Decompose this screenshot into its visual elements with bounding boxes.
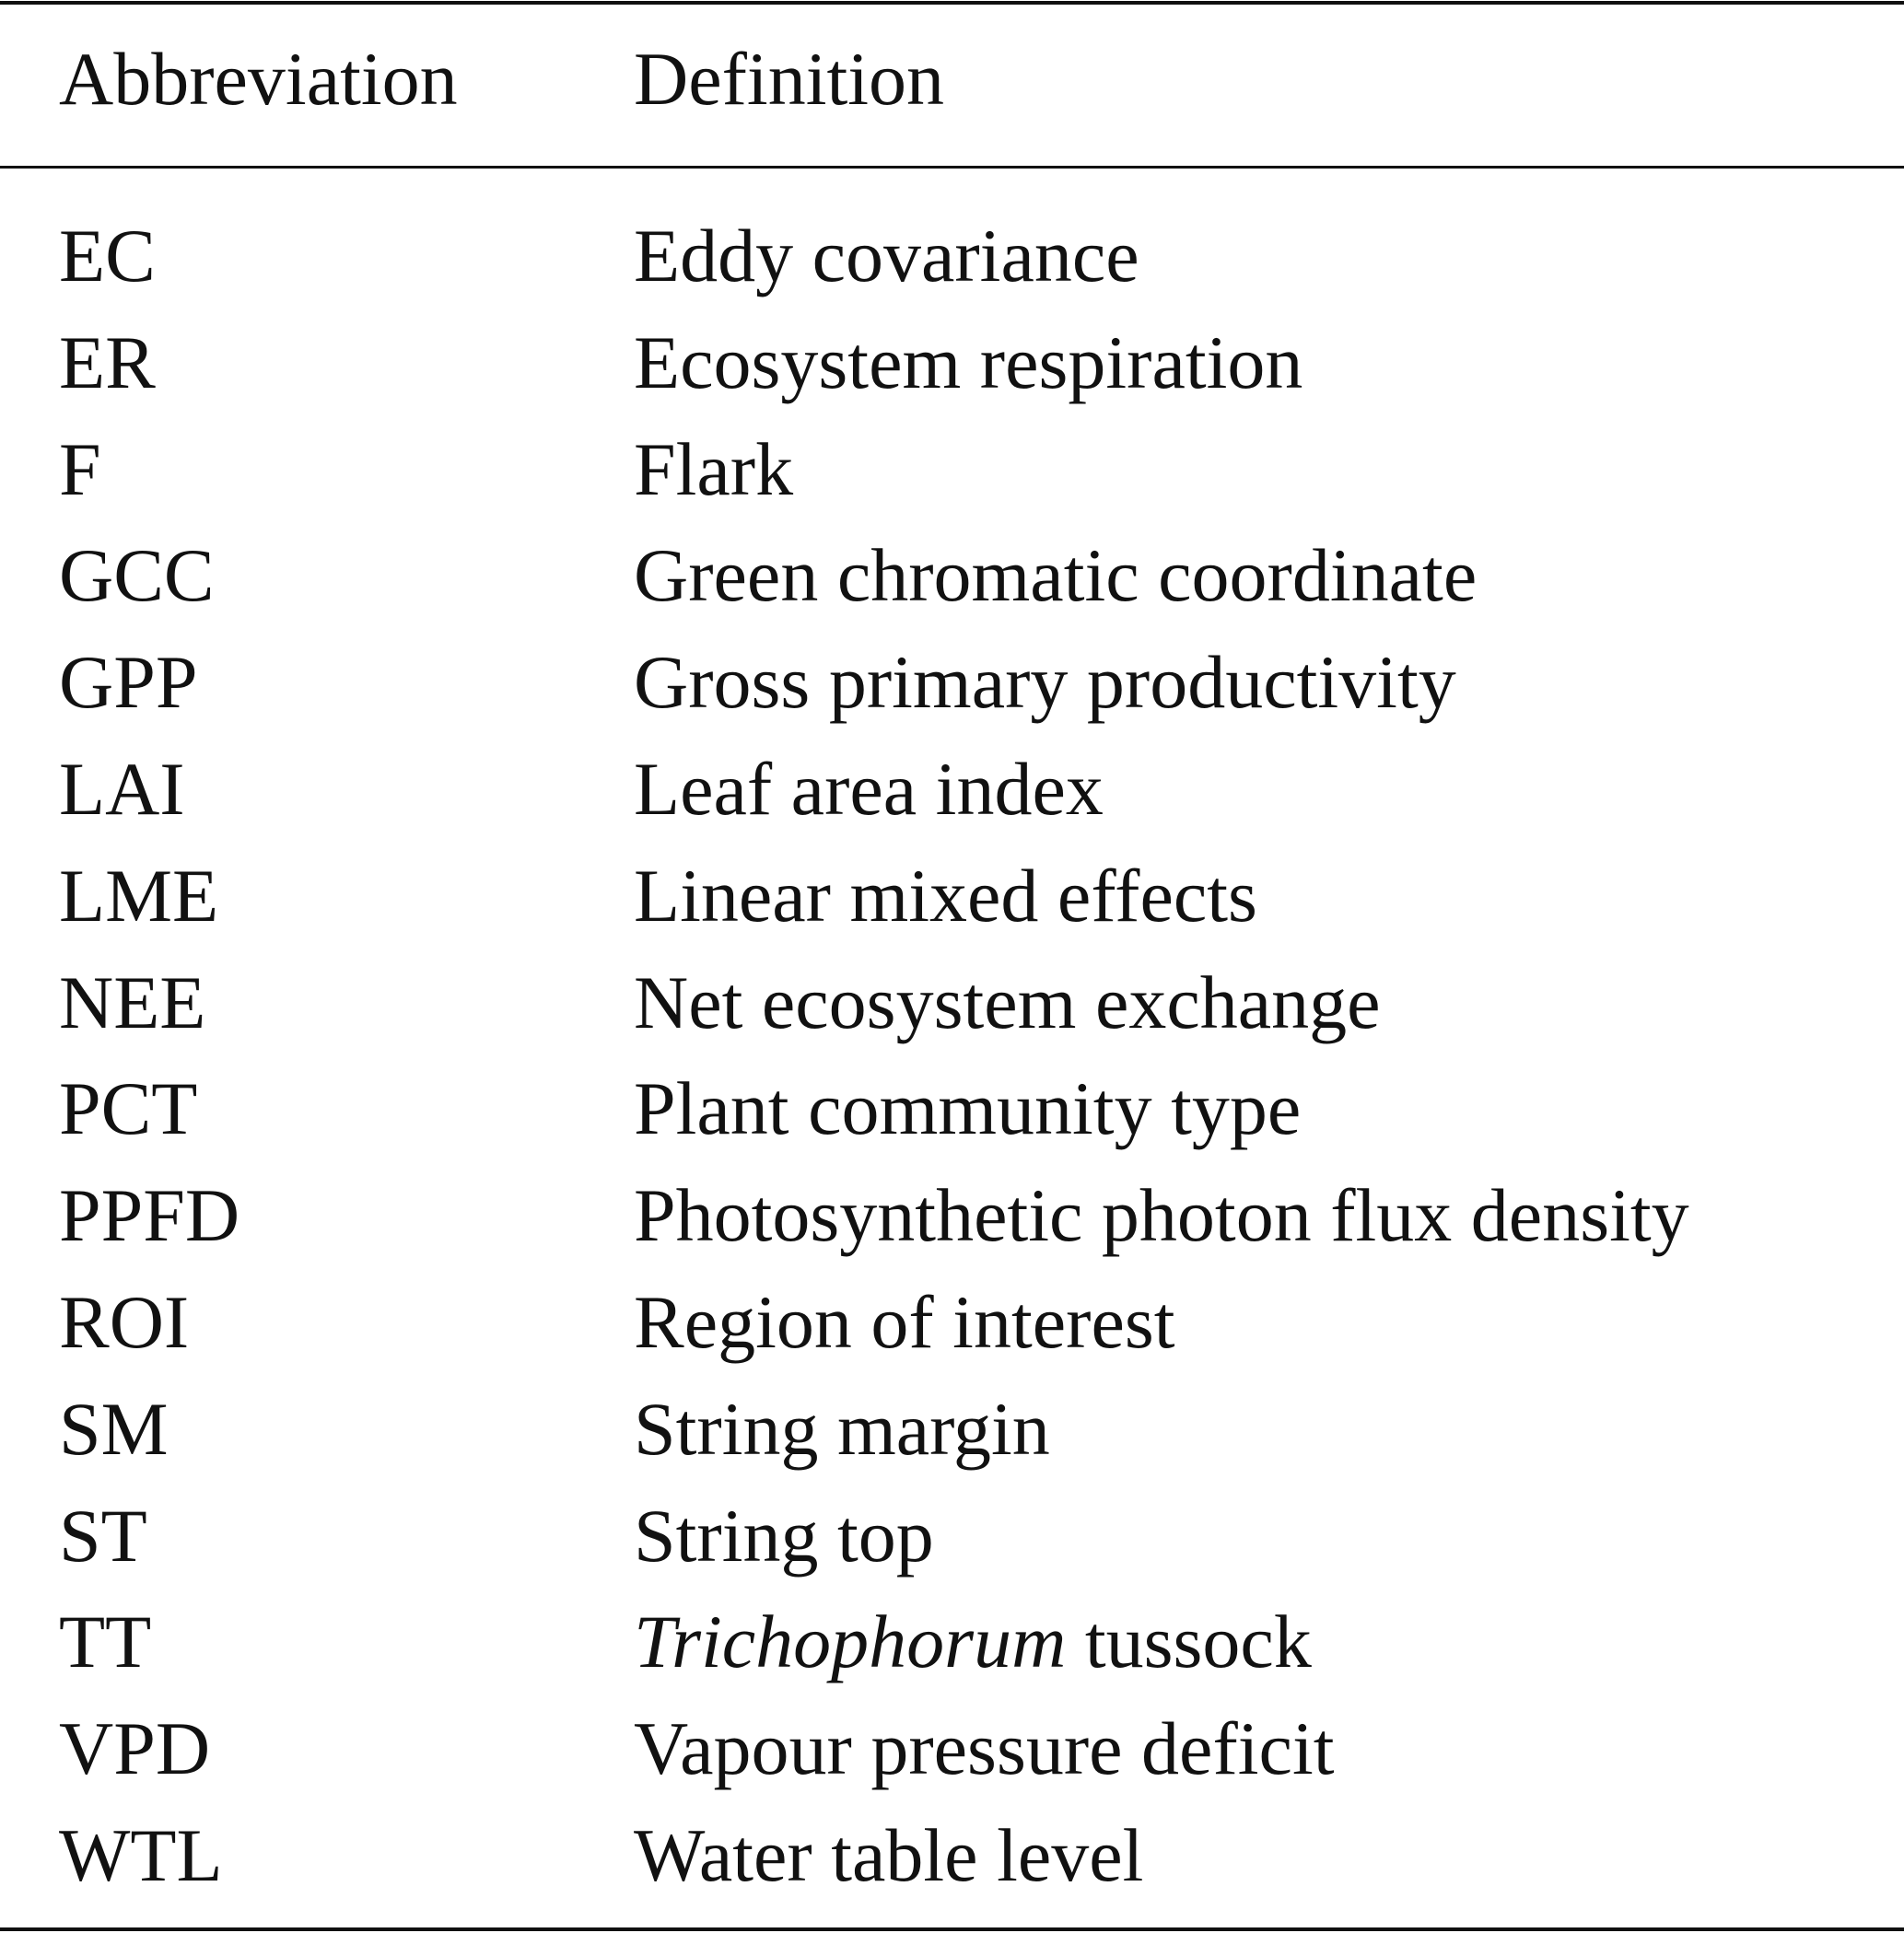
abbreviation-cell: PCT xyxy=(59,1066,198,1151)
table-row xyxy=(0,1269,1904,1376)
table-row xyxy=(0,203,1904,309)
definition-cell: Region of interest xyxy=(634,1279,1175,1364)
abbreviation-cell: PPFD xyxy=(59,1173,240,1258)
table-row xyxy=(0,1162,1904,1269)
table-row xyxy=(0,1376,1904,1483)
abbreviation-cell: LME xyxy=(59,853,219,937)
table-row xyxy=(0,416,1904,523)
definition-cell: Ecosystem respiration xyxy=(634,320,1303,404)
abbreviation-cell: GPP xyxy=(59,640,198,725)
abbreviation-cell: WTL xyxy=(59,1812,223,1897)
table-row xyxy=(0,1055,1904,1162)
table-row xyxy=(0,1802,1904,1909)
abbreviation-cell: F xyxy=(59,426,101,511)
table-bottom-rule xyxy=(0,1927,1904,1931)
definition-cell: Green chromatic coordinate xyxy=(634,533,1478,618)
header-definition: Definition xyxy=(634,37,945,121)
table-row xyxy=(0,522,1904,629)
definition-cell: Linear mixed effects xyxy=(634,853,1257,937)
abbreviation-cell: LAI xyxy=(59,746,185,831)
definition-cell: Water table level xyxy=(634,1812,1144,1897)
table-header-rule xyxy=(0,166,1904,169)
abbreviation-cell: VPD xyxy=(59,1706,211,1791)
abbreviation-cell: GCC xyxy=(59,533,215,618)
definition-cell xyxy=(634,1589,1312,1695)
table-row xyxy=(0,843,1904,949)
table-row xyxy=(0,1695,1904,1802)
abbreviation-cell: ROI xyxy=(59,1279,190,1364)
definition-cell: Vapour pressure deficit xyxy=(634,1706,1335,1791)
definition-cell: Gross primary productivity xyxy=(634,640,1456,725)
table-header-row xyxy=(0,33,1904,125)
definition-cell: Flark xyxy=(634,426,794,511)
abbreviation-cell: SM xyxy=(59,1386,169,1471)
abbreviation-cell: ST xyxy=(59,1493,147,1578)
header-abbreviation: Abbreviation xyxy=(59,37,458,121)
definition-cell: String top xyxy=(634,1493,934,1578)
definition-cell: Net ecosystem exchange xyxy=(634,960,1381,1044)
abbreviation-cell: ER xyxy=(59,320,156,404)
table-row xyxy=(0,1483,1904,1589)
definition-cell: Eddy covariance xyxy=(634,214,1139,297)
abbreviation-cell: NEE xyxy=(59,960,206,1044)
table-top-rule xyxy=(0,1,1904,5)
abbreviation-cell: TT xyxy=(59,1600,152,1684)
definition-cell: Photosynthetic photon flux density xyxy=(634,1173,1689,1258)
table-row xyxy=(0,1589,1904,1695)
table-row xyxy=(0,629,1904,736)
table-row xyxy=(0,949,1904,1056)
definition-rest: tussock xyxy=(1066,1600,1312,1684)
abbreviation-cell: EC xyxy=(59,214,156,297)
table-row xyxy=(0,309,1904,416)
table-body xyxy=(0,203,1904,1909)
definition-italic-genus: Trichophorum xyxy=(634,1600,1067,1684)
definition-cell: String margin xyxy=(634,1386,1050,1471)
definition-cell: Leaf area index xyxy=(634,746,1104,831)
table-row xyxy=(0,736,1904,843)
definition-cell: Plant community type xyxy=(634,1066,1302,1151)
